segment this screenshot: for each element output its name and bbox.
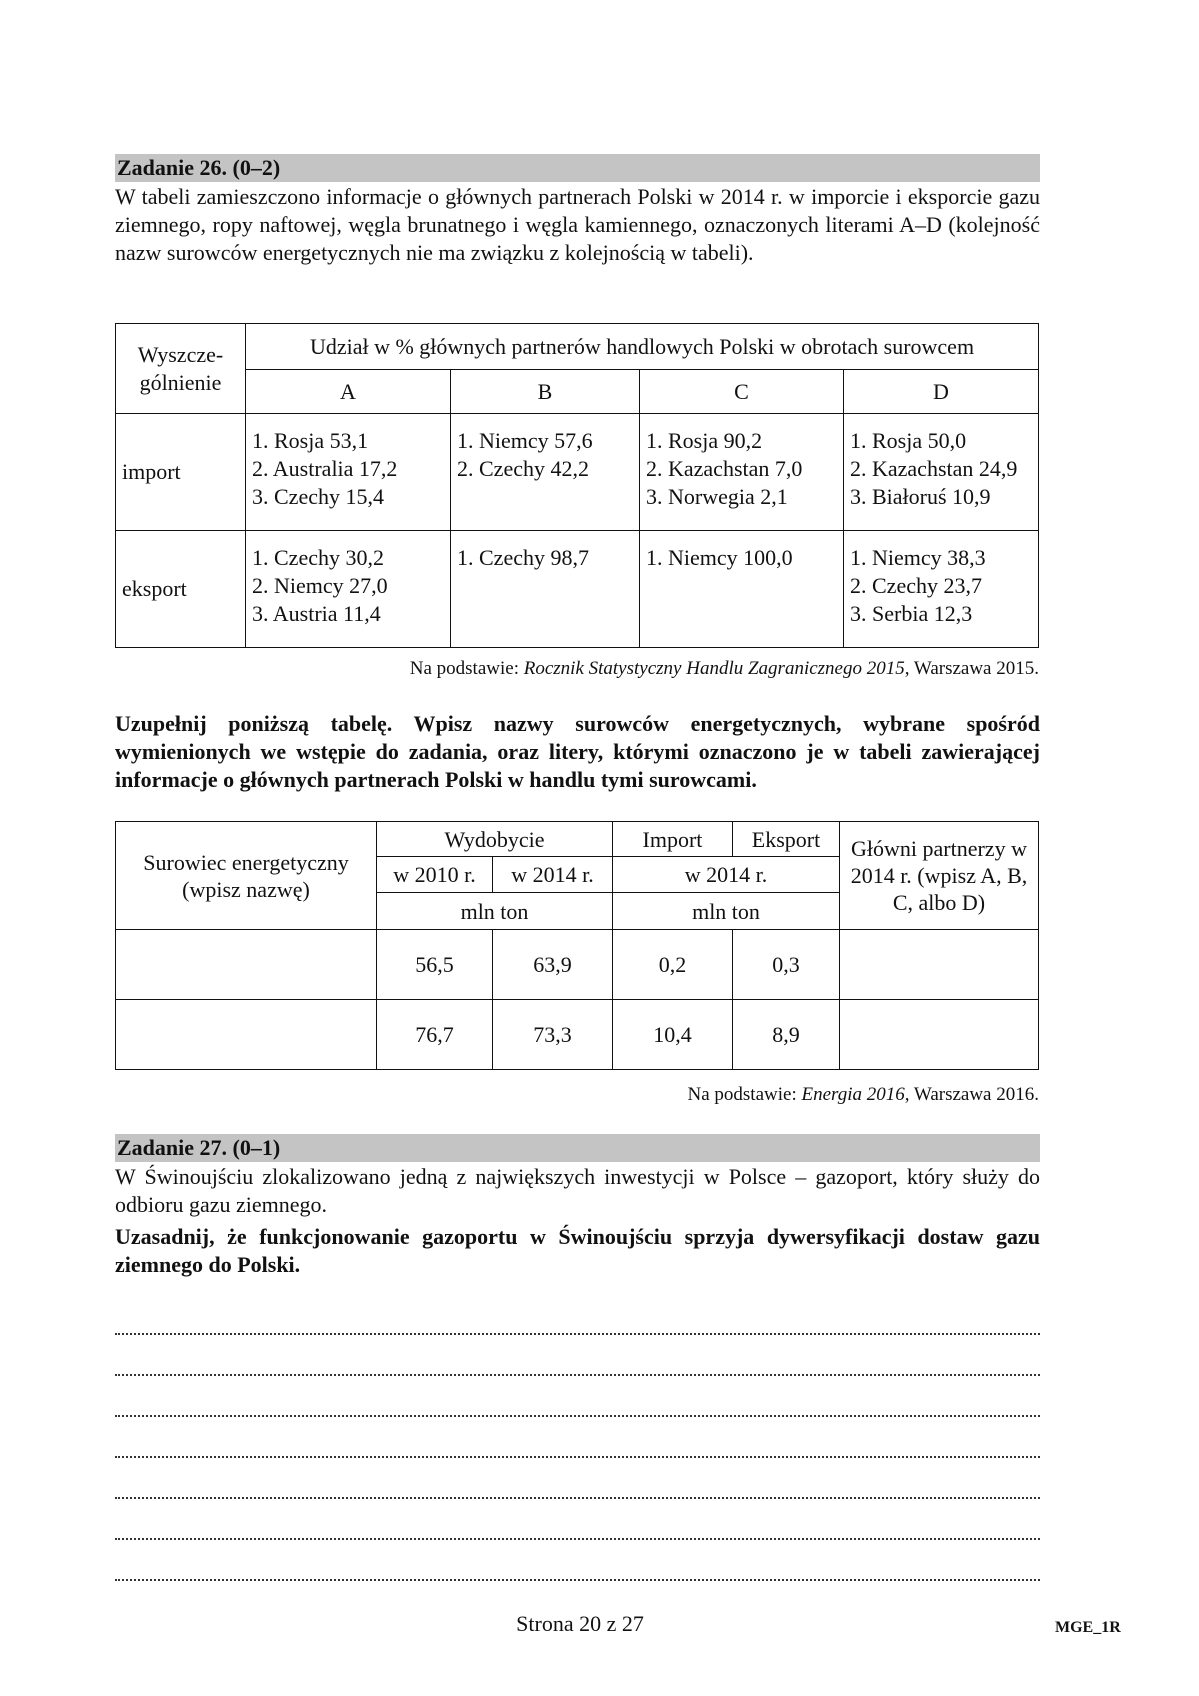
partners-cell [451,414,640,531]
materials-year-2010: w 2010 r. [377,857,493,893]
partner-entry: 3. Czechy 15,4 [252,484,384,509]
partner-entry: 2. Australia 17,2 [252,456,398,481]
source-2-prefix: Na podstawie: [687,1084,802,1105]
partners-cell [451,531,640,648]
materials-unit-trade: mln ton [613,893,840,930]
task-26-intro: W tabeli zamieszczono informacje o głównych partnerach Polski w 2014 r. w imporcie i eksporcie gazu ziemnego, ropy naftowej, węgla brunatnego i węgla kamiennego, oznaczonych literami A–D (kolejność nazw surowców energetycznych nie ma związku z kolejnością w tabeli). [115,184,1040,265]
partner-entry: 2. Kazachstan 24,9 [850,456,1018,481]
partners-cell [640,531,844,648]
materials-table [115,821,1039,1070]
task-27-instruction: Uzasadnij, że funkcjonowanie gazoportu w Świnoujściu sprzyja dywersyfikacji dostaw gazu ziemnego do Polski. [115,1224,1040,1277]
exam-code: MGE_1R [1055,1619,1121,1636]
partners-cell [844,414,1039,531]
import-value: 10,4 [613,1000,733,1070]
partner-entry: 3. Austria 11,4 [252,601,381,626]
partner-entry: 1. Rosja 53,1 [252,428,369,453]
page-number: Strona 20 z 27 [516,1611,644,1636]
partner-entry: 1. Niemcy 57,6 [457,428,593,453]
partner-entry: 2. Czechy 42,2 [457,456,589,481]
source-1-prefix: Na podstawie: [409,658,524,679]
partner-entry: 2. Niemcy 27,0 [252,573,388,598]
partners-table-col-b: B [451,370,640,414]
source-2-title: Energia 2016 [801,1084,905,1105]
partners-table-col-d: D [844,370,1039,414]
materials-col-import: Import [613,822,733,857]
source-1-suffix: , Warszawa 2015. [904,658,1039,679]
partner-entry: 1. Niemcy 38,3 [850,545,986,570]
answer-line[interactable] [115,1477,1040,1499]
materials-col-mining: Wydobycie [377,822,613,857]
partners-cell [246,531,451,648]
answer-line[interactable] [115,1518,1040,1540]
partners-cell [844,531,1039,648]
mining-2014-value: 63,9 [493,930,613,1000]
import-value: 0,2 [613,930,733,1000]
source-1-title: Rocznik Statystyczny Handlu Zagranicznego 2015 [523,658,905,679]
task-27-intro: W Świnoujściu zlokalizowano jedną z największych inwestycji w Polsce – gazoport, który służy do odbioru gazu ziemnego. [115,1164,1040,1217]
answer-line[interactable] [115,1395,1040,1417]
task-26-instruction: Uzupełnij poniższą tabelę. Wpisz nazwy surowców energetycznych, wybrane spośród wymienionych we wstępie do zadania, oraz litery, którymi oznaczono je w tabeli zawierającej informacje o głównych partnerach Polski w handlu tymi surowcami. [115,711,1040,792]
partners-cell [640,414,844,531]
partner-entry: 1. Rosja 90,2 [646,428,763,453]
materials-year-2014: w 2014 r. [493,857,613,893]
partners-table-col-a: A [246,370,451,414]
mining-2010-value: 76,7 [377,1000,493,1070]
materials-col-partners: Główni partnerzy w 2014 r. (wpisz A, B, C, albo D) [840,822,1039,930]
partner-entry: 1. Czechy 98,7 [457,545,589,570]
partners-cell [246,414,451,531]
partners-row-export-label: eksport [116,531,246,648]
mining-2014-value: 73,3 [493,1000,613,1070]
partners-letter-answer[interactable] [840,930,1039,1000]
source-note-2 [688,1084,1040,1106]
partner-entry: 1. Rosja 50,0 [850,428,967,453]
task-26-header: Zadanie 26. (0–2) [115,154,1040,182]
material-name-answer[interactable] [116,1000,377,1070]
materials-col-name: Surowiec energetyczny (wpisz nazwę) [116,822,377,930]
export-value: 8,9 [733,1000,840,1070]
partners-table [115,323,1039,648]
materials-col-export: Eksport [733,822,840,857]
answer-line[interactable] [115,1313,1040,1335]
partner-entry: 2. Kazachstan 7,0 [646,456,803,481]
task-27-header: Zadanie 27. (0–1) [115,1134,1040,1162]
partner-entry: 1. Niemcy 100,0 [646,545,793,570]
partner-entry: 3. Białoruś 10,9 [850,484,991,509]
answer-line[interactable] [115,1559,1040,1581]
partners-table-title: Udział w % głównych partnerów handlowych Polski w obrotach surowcem [246,324,1039,370]
source-note-1 [410,658,1039,680]
mining-2010-value: 56,5 [377,930,493,1000]
export-value: 0,3 [733,930,840,1000]
partners-table-col-c: C [640,370,844,414]
partner-entry: 2. Czechy 23,7 [850,573,982,598]
partners-table-rowhead: Wyszcze-gólnienie [116,324,246,414]
partner-entry: 1. Czechy 30,2 [252,545,384,570]
partner-entry: 3. Norwegia 2,1 [646,484,788,509]
answer-line[interactable] [115,1354,1040,1376]
partner-entry: 3. Serbia 12,3 [850,601,973,626]
materials-unit-mining: mln ton [377,893,613,930]
source-2-suffix: , Warszawa 2016. [904,1084,1039,1105]
materials-year-2014-trade: w 2014 r. [613,857,840,893]
partners-row-import-label: import [116,414,246,531]
material-name-answer[interactable] [116,930,377,1000]
answer-line[interactable] [115,1436,1040,1458]
partners-letter-answer[interactable] [840,1000,1039,1070]
